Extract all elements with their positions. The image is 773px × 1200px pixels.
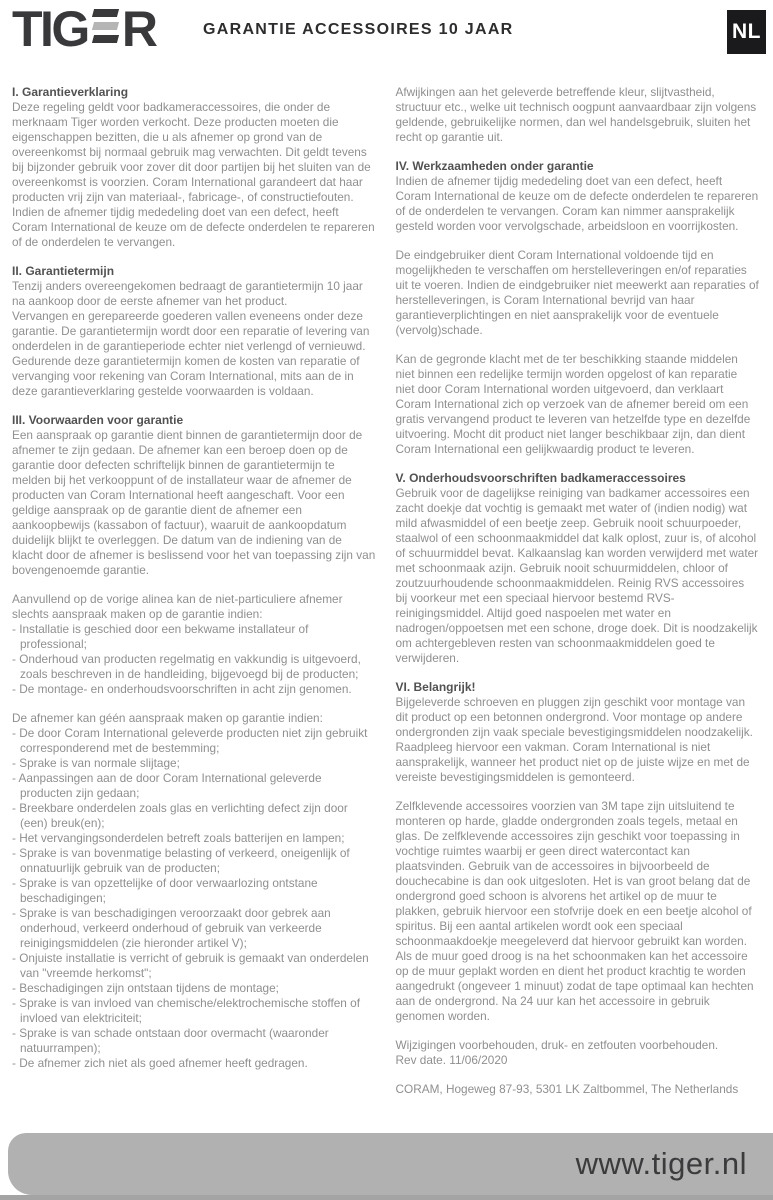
list-intro-niet-particuliere-afnemer: Aanvullend op de vorige alinea kan de niet-particuliere afnemer slechts aanspraak maken op de garantie indien:: [12, 592, 343, 621]
list-item: - Sprake is van invloed van chemische/elektrochemische stoffen of invloed van elektriciteit;: [12, 996, 360, 1025]
logo-stylized-e-icon: [93, 9, 118, 43]
footer-bar: [8, 1133, 773, 1195]
paragraph: Tenzij anders overeengekomen bedraagt de garantietermijn 10 jaar na aankoop door de eerste afnemer van het product.: [12, 279, 363, 308]
list-intro-geen-aanspraak: De afnemer kan géén aanspraak maken op garantie indien:: [12, 711, 323, 725]
note-line: Wijzigingen voorbehouden, druk- en zetfouten voorbehouden.: [395, 1038, 719, 1052]
paragraph: Vervangen en gerepareerde goederen vallen eveneens onder deze garantie. De garantietermijn wordt door een reparatie of levering van onderdelen in de garantieperiode echter niet verlengd of vernieuwd.: [12, 309, 370, 353]
language-badge: NL: [727, 10, 766, 54]
paragraph: Gebruik voor de dagelijkse reiniging van badkamer accessoires een zacht doekje dat vochtig is gemaakt met water of (indien nodig) wat mild afwasmiddel of een beetje zeep. Gebruik nooit schuurpoeder, staalwol of een schoonmaakmiddel dat kalk oplost, zuur is, of alcohol of schuurmiddel bevat. Kalkaanslag kan worden verwijderd met water met schoonmaak azijn. Gebruik nooit schuurmiddelen, chloor of zoutzuurhoudende schoonmaakmiddelen. Reinig RVS accessoires bij voorkeur met een speciaal hiervoor bestemd RVS-reinigingsmiddel. Altijd goed naspoelen met water en nadrogen/oppoetsen met een schone, droge doek. Dit is noodzakelijk om achtergebleven resten van schoonmaakmiddelen goed te verwijderen.: [395, 486, 759, 665]
list-item: - De montage- en onderhoudsvoorschriften in acht zijn genomen.: [12, 682, 352, 696]
list-item: - Sprake is van normale slijtage;: [12, 756, 180, 770]
list-item: - De door Coram International geleverde producten niet zijn gebruikt corresponderend met de bestemming;: [12, 726, 368, 755]
list-item: - Installatie is geschied door een bekwame installateur of professional;: [12, 622, 309, 651]
document-header: [0, 0, 773, 62]
exclusions-list: [12, 726, 376, 1071]
list-item: - Onderhoud van producten regelmatig en vakkundig is uitgevoerd, zoals beschreven in de handleiding, bijgevoegd bij de producten;: [12, 652, 361, 681]
website-text: www.tiger.nl: [575, 1146, 747, 1181]
paragraph: Deze regeling geldt voor badkameraccessoires, die onder de merknaam Tiger worden verkocht. Deze producten moeten die eigenschappen bezitten, die u als afnemer op grond van de overeenkomst bij normaal gebruik mag verwachten. Dit geldt tevens bij bijzonder gebruik voor zover dit door partijen bij het sluiten van de overeenkomst is voorzien. Coram International garandeert dat haar producten vrij zijn van materiaal-, fabricage-, of constructiefouten. Indien de afnemer tijdig mededeling doet van een defect, heeft Coram International de keuze om de defecte onderdelen te repareren of de onderdelen te vervangen.: [12, 100, 375, 249]
logo-e-bar-top: [92, 9, 119, 17]
list-item: - Aanpassingen aan de door Coram International geleverde producten zijn gedaan;: [12, 771, 322, 800]
section-garantieverklaring-body: [12, 100, 376, 250]
section-werkzaamheden-body: [396, 174, 760, 457]
left-column: [12, 85, 376, 1097]
logo-text-tig: TIG: [12, 1, 88, 57]
logo-e-bar-middle: [92, 22, 119, 30]
section-garantietermijn-body: [12, 279, 376, 399]
page-bottom-edge: [0, 1195, 773, 1200]
paragraph: Kan de gegronde klacht met de ter beschikking staande middelen niet binnen een redelijke termijn worden opgelost of kan reparatie niet door Coram International worden uitgevoerd, dan verklaart Coram International zich op verzoek van de afnemer bereid om een gratis vervangend product te leveren van hetzelfde type en dezelfde uitvoering. Mocht dit product niet langer beschikbaar zijn, dan dient Coram International een gelijkwaardig product te leveren.: [395, 352, 751, 456]
list-item: - Sprake is van bovenmatige belasting of verkeerd, oneigenlijk of onnatuurlijk gebruik van de producten;: [12, 846, 350, 875]
list-item: - Sprake is van opzettelijke of door verwaarlozing ontstane beschadigingen;: [12, 876, 318, 905]
section-belangrijk-body: [396, 695, 760, 1024]
conditions-list: [12, 622, 376, 697]
paragraph: Bijgeleverde schroeven en pluggen zijn geschikt voor montage van dit product op een betonnen ondergrond. Voor montage op andere ondergronden zijn vaak speciale bevestigingsmiddelen noodzakelijk. Raadpleeg hiervoor een vakman. Coram International is niet aansprakelijk, wanneer het product niet op de juiste wijze en met de vereiste bevestigingsmiddelen is gemonteerd.: [395, 695, 753, 784]
section-heading-belangrijk: VI. Belangrijk!: [395, 680, 476, 694]
page-title: GARANTIE ACCESSOIRES 10 JAAR: [203, 21, 514, 38]
note-line: Rev date. 11/06/2020: [395, 1053, 508, 1067]
company-address: CORAM, Hogeweg 87-93, 5301 LK Zaltbommel, The Netherlands: [395, 1082, 739, 1096]
paragraph: Gedurende deze garantietermijn komen de kosten van reparatie of vervanging voor rekening van Coram International, mits aan de in deze garantieverklaring gestelde voorwaarden is voldaan.: [12, 354, 360, 398]
paragraph: De eindgebruiker dient Coram International voldoende tijd en mogelijkheden te verschaffen om herstelleveringen en/of reparaties uit te voeren. Indien de eindgebruiker niet meewerkt aan reparaties of herstelleveringen, is Coram International bevrijd van haar garantieverplichtingen en niet aansprakelijk voor de eventuele (vervolg)schade.: [395, 248, 759, 337]
document-body: [12, 85, 759, 1097]
list-item: - Sprake is van beschadigingen veroorzaakt door gebrek aan onderhoud, verkeerd onderhoud of gebruik van verkeerde reinigingsmiddelen (zie hieronder artikel V);: [12, 906, 331, 950]
list-item: - Breekbare onderdelen zoals glas en verlichting defect zijn door (een) breuk(en);: [12, 801, 348, 830]
logo-e-bar-bottom: [92, 35, 119, 43]
paragraph-afwijkingen: Afwijkingen aan het geleverde betreffende kleur, slijtvastheid, structuur etc., welke uit technisch oogpunt aanvaardbaar zijn volgens geldende, gebruikelijke normen, dan wel handelsgebruik, sluiten het recht op garantie uit.: [395, 85, 757, 144]
section-heading-garantieverklaring: I. Garantieverklaring: [12, 85, 129, 99]
section-heading-garantietermijn: II. Garantietermijn: [12, 264, 115, 278]
paragraph: Indien de afnemer tijdig mededeling doet van een defect, heeft Coram International de keuze om de defecte onderdelen te repareren of de onderdelen te vervangen. Coram kan nimmer aansprakelijk gesteld worden voor vervolgschade, arbeidsloon en voorrijkosten.: [395, 174, 759, 233]
paragraph: Zelfklevende accessoires voorzien van 3M tape zijn uitsluitend te monteren op harde, gladde ondergronden zoals tegels, metaal en glas. De zelfklevende accessoires zijn geschikt voor toepassing in vochtige ruimtes waarbij er geen direct watercontact kan plaatsvinden. Gebruik van de accessoires in bijvoorbeeld de douchecabine is dan ook uitgesloten. Het is van groot belang dat de ondergrond goed schoon is alvorens het artikel op de muur te plakken, gebruik hiervoor een stofvrije doek en een beetje alcohol of spiritus. Bij een aantal artikelen wordt ook een speciaal schoonmaakdoekje meegeleverd dat hiervoor gebruikt kan worden. Als de muur goed droog is na het schoonmaken kan het accessoire op de muur geplakt worden en dient het product krachtig te worden aangedrukt (ongeveer 1 minuut) zodat de tape optimaal kan hechten aan de ondergrond. Na 24 uur kan het accessoire in gebruik genomen worden.: [395, 799, 754, 1023]
section-heading-voorwaarden: III. Voorwaarden voor garantie: [12, 413, 184, 427]
list-item: - Onjuiste installatie is verricht of gebruik is gemaakt van onderdelen van "vreemde herkomst";: [12, 951, 369, 980]
list-item: - Sprake is van schade ontstaan door overmacht (waaronder natuurrampen);: [12, 1026, 329, 1055]
section-heading-werkzaamheden: IV. Werkzaamheden onder garantie: [395, 159, 594, 173]
list-item: - Het vervangingsonderdelen betreft zoals batterijen en lampen;: [12, 831, 345, 845]
logo-text-r: R: [121, 1, 156, 57]
revision-notes: [396, 1038, 760, 1068]
section-heading-onderhoudsvoorschriften: V. Onderhoudsvoorschriften badkameraccessoires: [395, 471, 686, 485]
right-column: [396, 85, 760, 1097]
list-item: - De afnemer zich niet als goed afnemer heeft gedragen.: [12, 1056, 308, 1070]
tiger-logo: [12, 1, 156, 57]
paragraph: Een aanspraak op garantie dient binnen de garantietermijn door de afnemer te zijn gedaan. De afnemer kan een beroep doen op de garantie door defecten schriftelijk binnen de garantietermijn te melden bij het verkooppunt of de installateur waar de afnemer de producten van Coram International heeft aangeschaft. Voor een geldige aanspraak op de garantie dient de afnemer een aankoopbewijs (kassabon of factuur), waaruit de aankoopdatum duidelijk blijkt te overleggen. De datum van de indiening van de klacht door de afnemer is beslissend voor het van toepassing zijn van bovengenoemde garantie.: [12, 428, 376, 577]
section-onderhoudsvoorschriften-body: [396, 486, 760, 666]
list-item: - Beschadigingen zijn ontstaan tijdens de montage;: [12, 981, 279, 995]
